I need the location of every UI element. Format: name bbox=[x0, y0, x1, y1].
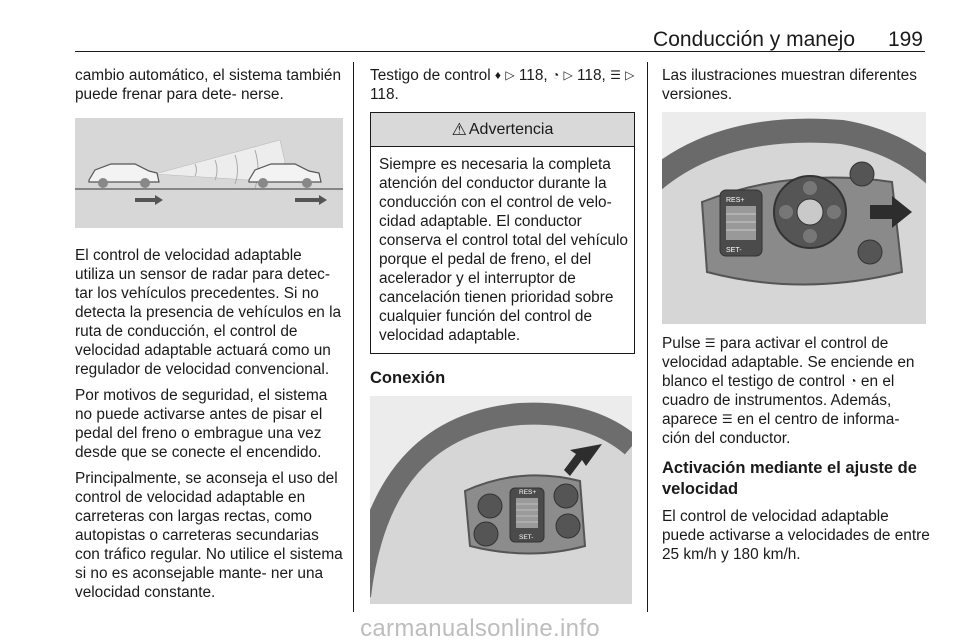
page-number: 199 bbox=[887, 28, 923, 51]
wheel-label: SET- bbox=[726, 247, 742, 254]
reference-arrow-icon: ▷ bbox=[505, 68, 515, 82]
page-reference: 118, bbox=[576, 67, 606, 84]
warning-icon: ⚠ bbox=[451, 120, 467, 139]
column-1 bbox=[75, 66, 343, 609]
steering-wheel-illustration bbox=[370, 396, 632, 604]
column-divider-1 bbox=[353, 62, 354, 612]
paragraph: El control de velocidad adaptable utiliza un sensor de radar para detec- tar los vehículos precedentes. Si no detecta la presencia de vehículos en la ruta de conducción, el control de velocidad adaptable actuará como un regulador de velocidad convencional. bbox=[75, 247, 342, 378]
adaptive-cruise-icon: ☰ bbox=[610, 68, 621, 82]
cruise-control-icon: ◔ bbox=[551, 68, 560, 82]
paragraph: Principalmente, se aconseja el uso del control de velocidad adaptable en carreteras con largas rectas, como autopistas o carreteras secundarias con tráfico regular. No utilice el sistema si no es aconsejable mante- ner una velocidad constante. bbox=[75, 470, 343, 601]
paragraph: Por motivos de seguridad, el sistema no puede activarse antes de pisar el pedal del freno o embrague una vez desde que se conecte el encendido. bbox=[75, 387, 328, 461]
adaptive-cruise-icon: ☰ bbox=[704, 336, 716, 350]
column-divider-2 bbox=[647, 62, 648, 612]
paragraph: cambio automático, el sistema también puede frenar para dete- nerse. bbox=[75, 67, 342, 103]
column-2 bbox=[370, 66, 635, 604]
text-segment: para activar el control de velocidad adaptable. Se enciende en blanco el testigo de control bbox=[662, 335, 915, 390]
instruction-paragraph bbox=[662, 334, 930, 448]
text-segment: en el centro de informa- ción del conductor. bbox=[662, 411, 900, 447]
warning-header bbox=[371, 113, 634, 147]
section-heading: Conexión bbox=[370, 369, 446, 387]
testigo-line bbox=[370, 66, 635, 104]
radar-illustration bbox=[75, 118, 343, 228]
car-icon: ♦ bbox=[494, 68, 502, 82]
adaptive-cruise-icon: ☰ bbox=[721, 412, 733, 426]
testigo-label: Testigo de control bbox=[370, 67, 491, 84]
wheel-label: SET- bbox=[519, 534, 534, 541]
text-segment: en el cuadro de instrumentos. Además, aparece bbox=[662, 373, 895, 428]
steering-wheel-illustration bbox=[662, 112, 926, 324]
page-header bbox=[75, 28, 925, 52]
page-reference: 118. bbox=[370, 86, 399, 103]
reference-arrow-icon: ▷ bbox=[563, 68, 573, 82]
watermark: carmanualsonline.info bbox=[360, 615, 600, 642]
paragraph: Las ilustraciones muestran diferentes versiones. bbox=[662, 67, 917, 103]
paragraph: El control de velocidad adaptable puede activarse a velocidades de entre 25 km/h y 180 km/h. bbox=[662, 508, 930, 563]
cruise-control-icon: ◔ bbox=[849, 374, 857, 388]
column-3 bbox=[662, 66, 930, 571]
page-reference: 118, bbox=[518, 67, 548, 84]
warning-text: Siempre es necesaria la completa atención del conductor durante la conducción con el control de velo- cidad adaptable. El conductor conserva el control total del vehículo porque el pedal de freno, el del acelerador y el interruptor de cancelación tienen prioridad sobre cualquier función del control de velocidad adaptable. bbox=[379, 156, 628, 344]
header-title: Conducción y manejo bbox=[653, 28, 855, 51]
warning-title: Advertencia bbox=[468, 121, 554, 138]
warning-box bbox=[370, 112, 635, 354]
wheel-label: RES+ bbox=[519, 489, 537, 496]
section-heading: Activación mediante el ajuste de velocidad bbox=[662, 459, 917, 498]
reference-arrow-icon: ▷ bbox=[625, 68, 635, 82]
text-segment: Pulse bbox=[662, 335, 701, 352]
wheel-label: RES+ bbox=[726, 197, 745, 204]
